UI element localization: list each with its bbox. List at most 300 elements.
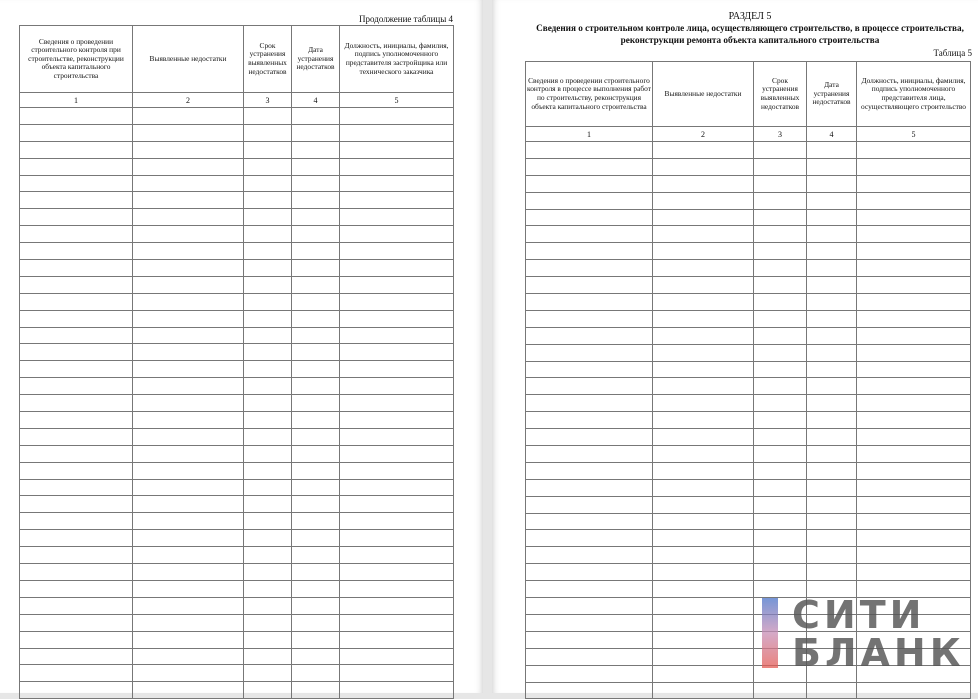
blank-cell[interactable] — [20, 226, 133, 243]
blank-cell[interactable] — [20, 276, 133, 293]
blank-cell[interactable] — [807, 260, 857, 277]
blank-cell[interactable] — [244, 226, 292, 243]
blank-cell[interactable] — [244, 124, 292, 141]
blank-cell[interactable] — [20, 428, 133, 445]
blank-cell[interactable] — [20, 310, 133, 327]
blank-cell[interactable] — [244, 648, 292, 665]
blank-cell[interactable] — [20, 547, 133, 564]
blank-cell[interactable] — [653, 648, 754, 665]
blank-cell[interactable] — [653, 614, 754, 631]
blank-cell[interactable] — [857, 412, 971, 429]
blank-cell[interactable] — [653, 243, 754, 260]
blank-cell[interactable] — [857, 344, 971, 361]
blank-cell[interactable] — [133, 631, 244, 648]
blank-cell[interactable] — [340, 513, 454, 530]
blank-cell[interactable] — [653, 344, 754, 361]
blank-cell[interactable] — [20, 479, 133, 496]
blank-cell[interactable] — [133, 395, 244, 412]
blank-cell[interactable] — [857, 243, 971, 260]
blank-cell[interactable] — [340, 175, 454, 192]
blank-cell[interactable] — [807, 209, 857, 226]
blank-cell[interactable] — [292, 209, 340, 226]
blank-cell[interactable] — [292, 276, 340, 293]
blank-cell[interactable] — [340, 496, 454, 513]
blank-cell[interactable] — [653, 327, 754, 344]
blank-cell[interactable] — [292, 547, 340, 564]
blank-cell[interactable] — [526, 378, 653, 395]
blank-cell[interactable] — [20, 631, 133, 648]
blank-cell[interactable] — [857, 158, 971, 175]
blank-cell[interactable] — [292, 530, 340, 547]
blank-cell[interactable] — [807, 479, 857, 496]
blank-cell[interactable] — [857, 361, 971, 378]
blank-cell[interactable] — [754, 429, 807, 446]
blank-cell[interactable] — [20, 293, 133, 310]
blank-cell[interactable] — [244, 428, 292, 445]
blank-cell[interactable] — [340, 226, 454, 243]
blank-cell[interactable] — [754, 412, 807, 429]
blank-cell[interactable] — [754, 682, 807, 699]
blank-cell[interactable] — [340, 682, 454, 699]
blank-cell[interactable] — [133, 276, 244, 293]
blank-cell[interactable] — [526, 648, 653, 665]
blank-cell[interactable] — [526, 412, 653, 429]
blank-cell[interactable] — [754, 175, 807, 192]
blank-cell[interactable] — [754, 310, 807, 327]
blank-cell[interactable] — [857, 682, 971, 699]
blank-cell[interactable] — [20, 496, 133, 513]
blank-cell[interactable] — [133, 310, 244, 327]
blank-cell[interactable] — [653, 175, 754, 192]
blank-cell[interactable] — [754, 158, 807, 175]
blank-cell[interactable] — [653, 446, 754, 463]
blank-cell[interactable] — [340, 631, 454, 648]
blank-cell[interactable] — [244, 564, 292, 581]
blank-cell[interactable] — [292, 445, 340, 462]
blank-cell[interactable] — [754, 513, 807, 530]
blank-cell[interactable] — [653, 260, 754, 277]
blank-cell[interactable] — [807, 142, 857, 159]
blank-cell[interactable] — [133, 378, 244, 395]
blank-cell[interactable] — [20, 564, 133, 581]
blank-cell[interactable] — [133, 445, 244, 462]
blank-cell[interactable] — [526, 631, 653, 648]
blank-cell[interactable] — [20, 648, 133, 665]
blank-cell[interactable] — [244, 260, 292, 277]
blank-cell[interactable] — [133, 614, 244, 631]
blank-cell[interactable] — [244, 445, 292, 462]
blank-cell[interactable] — [133, 243, 244, 260]
blank-cell[interactable] — [653, 479, 754, 496]
blank-cell[interactable] — [807, 294, 857, 311]
blank-cell[interactable] — [133, 547, 244, 564]
blank-cell[interactable] — [292, 564, 340, 581]
blank-cell[interactable] — [292, 124, 340, 141]
blank-cell[interactable] — [244, 243, 292, 260]
blank-cell[interactable] — [807, 530, 857, 547]
blank-cell[interactable] — [133, 564, 244, 581]
blank-cell[interactable] — [754, 344, 807, 361]
blank-cell[interactable] — [526, 682, 653, 699]
blank-cell[interactable] — [526, 581, 653, 598]
blank-cell[interactable] — [807, 496, 857, 513]
blank-cell[interactable] — [653, 209, 754, 226]
blank-cell[interactable] — [340, 378, 454, 395]
blank-cell[interactable] — [653, 513, 754, 530]
blank-cell[interactable] — [20, 412, 133, 429]
blank-cell[interactable] — [133, 141, 244, 158]
blank-cell[interactable] — [20, 361, 133, 378]
blank-cell[interactable] — [653, 429, 754, 446]
blank-cell[interactable] — [20, 158, 133, 175]
blank-cell[interactable] — [653, 564, 754, 581]
blank-cell[interactable] — [526, 344, 653, 361]
blank-cell[interactable] — [653, 158, 754, 175]
blank-cell[interactable] — [20, 141, 133, 158]
blank-cell[interactable] — [340, 445, 454, 462]
blank-cell[interactable] — [526, 665, 653, 682]
blank-cell[interactable] — [340, 310, 454, 327]
blank-cell[interactable] — [292, 428, 340, 445]
blank-cell[interactable] — [754, 192, 807, 209]
blank-cell[interactable] — [292, 479, 340, 496]
blank-cell[interactable] — [20, 530, 133, 547]
blank-cell[interactable] — [754, 142, 807, 159]
blank-cell[interactable] — [292, 597, 340, 614]
blank-cell[interactable] — [526, 547, 653, 564]
blank-cell[interactable] — [133, 648, 244, 665]
blank-cell[interactable] — [244, 293, 292, 310]
blank-cell[interactable] — [526, 429, 653, 446]
blank-cell[interactable] — [244, 378, 292, 395]
blank-cell[interactable] — [244, 141, 292, 158]
blank-cell[interactable] — [857, 277, 971, 294]
blank-cell[interactable] — [807, 462, 857, 479]
blank-cell[interactable] — [133, 462, 244, 479]
blank-cell[interactable] — [20, 665, 133, 682]
blank-cell[interactable] — [526, 361, 653, 378]
blank-cell[interactable] — [20, 327, 133, 344]
blank-cell[interactable] — [20, 462, 133, 479]
blank-cell[interactable] — [754, 243, 807, 260]
blank-cell[interactable] — [807, 682, 857, 699]
blank-cell[interactable] — [20, 192, 133, 209]
blank-cell[interactable] — [754, 479, 807, 496]
blank-cell[interactable] — [244, 462, 292, 479]
blank-cell[interactable] — [133, 260, 244, 277]
blank-cell[interactable] — [807, 327, 857, 344]
blank-cell[interactable] — [244, 547, 292, 564]
blank-cell[interactable] — [292, 665, 340, 682]
blank-cell[interactable] — [754, 496, 807, 513]
blank-cell[interactable] — [653, 378, 754, 395]
blank-cell[interactable] — [526, 226, 653, 243]
blank-cell[interactable] — [653, 547, 754, 564]
blank-cell[interactable] — [857, 496, 971, 513]
blank-cell[interactable] — [133, 428, 244, 445]
blank-cell[interactable] — [857, 513, 971, 530]
blank-cell[interactable] — [526, 614, 653, 631]
blank-cell[interactable] — [653, 665, 754, 682]
blank-cell[interactable] — [857, 192, 971, 209]
blank-cell[interactable] — [653, 581, 754, 598]
blank-cell[interactable] — [292, 310, 340, 327]
blank-cell[interactable] — [526, 479, 653, 496]
blank-cell[interactable] — [292, 243, 340, 260]
blank-cell[interactable] — [807, 277, 857, 294]
blank-cell[interactable] — [807, 226, 857, 243]
blank-cell[interactable] — [653, 361, 754, 378]
blank-cell[interactable] — [244, 276, 292, 293]
blank-cell[interactable] — [807, 243, 857, 260]
blank-cell[interactable] — [133, 327, 244, 344]
blank-cell[interactable] — [244, 175, 292, 192]
blank-cell[interactable] — [20, 124, 133, 141]
blank-cell[interactable] — [857, 429, 971, 446]
blank-cell[interactable] — [133, 209, 244, 226]
blank-cell[interactable] — [340, 209, 454, 226]
blank-cell[interactable] — [292, 226, 340, 243]
blank-cell[interactable] — [292, 513, 340, 530]
blank-cell[interactable] — [340, 580, 454, 597]
blank-cell[interactable] — [653, 192, 754, 209]
blank-cell[interactable] — [244, 665, 292, 682]
blank-cell[interactable] — [133, 682, 244, 699]
blank-cell[interactable] — [526, 446, 653, 463]
blank-cell[interactable] — [653, 142, 754, 159]
blank-cell[interactable] — [244, 631, 292, 648]
blank-cell[interactable] — [857, 209, 971, 226]
blank-cell[interactable] — [340, 479, 454, 496]
blank-cell[interactable] — [292, 395, 340, 412]
blank-cell[interactable] — [526, 209, 653, 226]
blank-cell[interactable] — [292, 412, 340, 429]
blank-cell[interactable] — [526, 175, 653, 192]
blank-cell[interactable] — [340, 344, 454, 361]
blank-cell[interactable] — [857, 395, 971, 412]
blank-cell[interactable] — [244, 682, 292, 699]
blank-cell[interactable] — [754, 462, 807, 479]
blank-cell[interactable] — [754, 277, 807, 294]
blank-cell[interactable] — [526, 327, 653, 344]
blank-cell[interactable] — [340, 614, 454, 631]
blank-cell[interactable] — [244, 327, 292, 344]
blank-cell[interactable] — [857, 462, 971, 479]
blank-cell[interactable] — [754, 361, 807, 378]
blank-cell[interactable] — [857, 226, 971, 243]
blank-cell[interactable] — [20, 614, 133, 631]
blank-cell[interactable] — [292, 496, 340, 513]
blank-cell[interactable] — [526, 530, 653, 547]
blank-cell[interactable] — [754, 226, 807, 243]
blank-cell[interactable] — [526, 310, 653, 327]
blank-cell[interactable] — [20, 513, 133, 530]
blank-cell[interactable] — [653, 277, 754, 294]
blank-cell[interactable] — [526, 294, 653, 311]
blank-cell[interactable] — [244, 192, 292, 209]
blank-cell[interactable] — [653, 395, 754, 412]
blank-cell[interactable] — [340, 412, 454, 429]
blank-cell[interactable] — [857, 142, 971, 159]
blank-cell[interactable] — [754, 294, 807, 311]
blank-cell[interactable] — [244, 530, 292, 547]
blank-cell[interactable] — [133, 108, 244, 125]
blank-cell[interactable] — [340, 361, 454, 378]
blank-cell[interactable] — [133, 124, 244, 141]
blank-cell[interactable] — [292, 378, 340, 395]
blank-cell[interactable] — [244, 310, 292, 327]
blank-cell[interactable] — [20, 243, 133, 260]
blank-cell[interactable] — [20, 175, 133, 192]
blank-cell[interactable] — [340, 141, 454, 158]
blank-cell[interactable] — [20, 344, 133, 361]
blank-cell[interactable] — [754, 260, 807, 277]
blank-cell[interactable] — [807, 429, 857, 446]
blank-cell[interactable] — [292, 631, 340, 648]
blank-cell[interactable] — [292, 192, 340, 209]
blank-cell[interactable] — [244, 158, 292, 175]
blank-cell[interactable] — [526, 192, 653, 209]
blank-cell[interactable] — [340, 564, 454, 581]
blank-cell[interactable] — [133, 530, 244, 547]
blank-cell[interactable] — [857, 310, 971, 327]
blank-cell[interactable] — [244, 361, 292, 378]
blank-cell[interactable] — [244, 614, 292, 631]
blank-cell[interactable] — [244, 209, 292, 226]
blank-cell[interactable] — [526, 158, 653, 175]
blank-cell[interactable] — [857, 260, 971, 277]
blank-cell[interactable] — [292, 108, 340, 125]
blank-cell[interactable] — [133, 158, 244, 175]
blank-cell[interactable] — [244, 108, 292, 125]
blank-cell[interactable] — [292, 462, 340, 479]
blank-cell[interactable] — [20, 445, 133, 462]
blank-cell[interactable] — [20, 682, 133, 699]
blank-cell[interactable] — [807, 175, 857, 192]
blank-cell[interactable] — [133, 192, 244, 209]
blank-cell[interactable] — [292, 614, 340, 631]
blank-cell[interactable] — [526, 142, 653, 159]
blank-cell[interactable] — [526, 496, 653, 513]
blank-cell[interactable] — [292, 293, 340, 310]
blank-cell[interactable] — [807, 192, 857, 209]
blank-cell[interactable] — [133, 580, 244, 597]
blank-cell[interactable] — [244, 597, 292, 614]
blank-cell[interactable] — [807, 310, 857, 327]
blank-cell[interactable] — [807, 344, 857, 361]
blank-cell[interactable] — [857, 294, 971, 311]
blank-cell[interactable] — [244, 513, 292, 530]
blank-cell[interactable] — [133, 175, 244, 192]
blank-cell[interactable] — [340, 327, 454, 344]
blank-cell[interactable] — [133, 344, 244, 361]
blank-cell[interactable] — [244, 412, 292, 429]
blank-cell[interactable] — [653, 462, 754, 479]
blank-cell[interactable] — [526, 395, 653, 412]
blank-cell[interactable] — [340, 124, 454, 141]
blank-cell[interactable] — [20, 378, 133, 395]
blank-cell[interactable] — [340, 293, 454, 310]
blank-cell[interactable] — [340, 665, 454, 682]
blank-cell[interactable] — [857, 530, 971, 547]
blank-cell[interactable] — [857, 327, 971, 344]
blank-cell[interactable] — [526, 513, 653, 530]
blank-cell[interactable] — [133, 412, 244, 429]
blank-cell[interactable] — [807, 395, 857, 412]
blank-cell[interactable] — [340, 158, 454, 175]
blank-cell[interactable] — [20, 260, 133, 277]
blank-cell[interactable] — [292, 327, 340, 344]
blank-cell[interactable] — [526, 462, 653, 479]
blank-cell[interactable] — [754, 547, 807, 564]
blank-cell[interactable] — [807, 547, 857, 564]
blank-cell[interactable] — [340, 260, 454, 277]
blank-cell[interactable] — [244, 395, 292, 412]
blank-cell[interactable] — [20, 108, 133, 125]
blank-cell[interactable] — [244, 580, 292, 597]
blank-cell[interactable] — [133, 513, 244, 530]
blank-cell[interactable] — [133, 665, 244, 682]
blank-cell[interactable] — [653, 226, 754, 243]
blank-cell[interactable] — [244, 344, 292, 361]
blank-cell[interactable] — [292, 580, 340, 597]
blank-cell[interactable] — [653, 310, 754, 327]
blank-cell[interactable] — [340, 108, 454, 125]
blank-cell[interactable] — [653, 631, 754, 648]
blank-cell[interactable] — [292, 648, 340, 665]
blank-cell[interactable] — [807, 513, 857, 530]
blank-cell[interactable] — [133, 496, 244, 513]
blank-cell[interactable] — [20, 597, 133, 614]
blank-cell[interactable] — [292, 361, 340, 378]
blank-cell[interactable] — [754, 530, 807, 547]
blank-cell[interactable] — [340, 530, 454, 547]
blank-cell[interactable] — [244, 496, 292, 513]
blank-cell[interactable] — [340, 547, 454, 564]
blank-cell[interactable] — [340, 243, 454, 260]
blank-cell[interactable] — [133, 361, 244, 378]
blank-cell[interactable] — [857, 378, 971, 395]
blank-cell[interactable] — [754, 327, 807, 344]
blank-cell[interactable] — [857, 479, 971, 496]
blank-cell[interactable] — [653, 412, 754, 429]
blank-cell[interactable] — [754, 564, 807, 581]
blank-cell[interactable] — [244, 479, 292, 496]
blank-cell[interactable] — [340, 428, 454, 445]
blank-cell[interactable] — [857, 175, 971, 192]
blank-cell[interactable] — [20, 209, 133, 226]
blank-cell[interactable] — [133, 597, 244, 614]
blank-cell[interactable] — [526, 598, 653, 615]
blank-cell[interactable] — [292, 344, 340, 361]
blank-cell[interactable] — [340, 192, 454, 209]
blank-cell[interactable] — [807, 412, 857, 429]
blank-cell[interactable] — [340, 648, 454, 665]
blank-cell[interactable] — [292, 158, 340, 175]
blank-cell[interactable] — [653, 294, 754, 311]
blank-cell[interactable] — [133, 293, 244, 310]
blank-cell[interactable] — [857, 564, 971, 581]
blank-cell[interactable] — [754, 446, 807, 463]
blank-cell[interactable] — [340, 276, 454, 293]
blank-cell[interactable] — [807, 158, 857, 175]
blank-cell[interactable] — [20, 580, 133, 597]
blank-cell[interactable] — [340, 462, 454, 479]
blank-cell[interactable] — [653, 496, 754, 513]
blank-cell[interactable] — [754, 209, 807, 226]
blank-cell[interactable] — [340, 597, 454, 614]
blank-cell[interactable] — [340, 395, 454, 412]
